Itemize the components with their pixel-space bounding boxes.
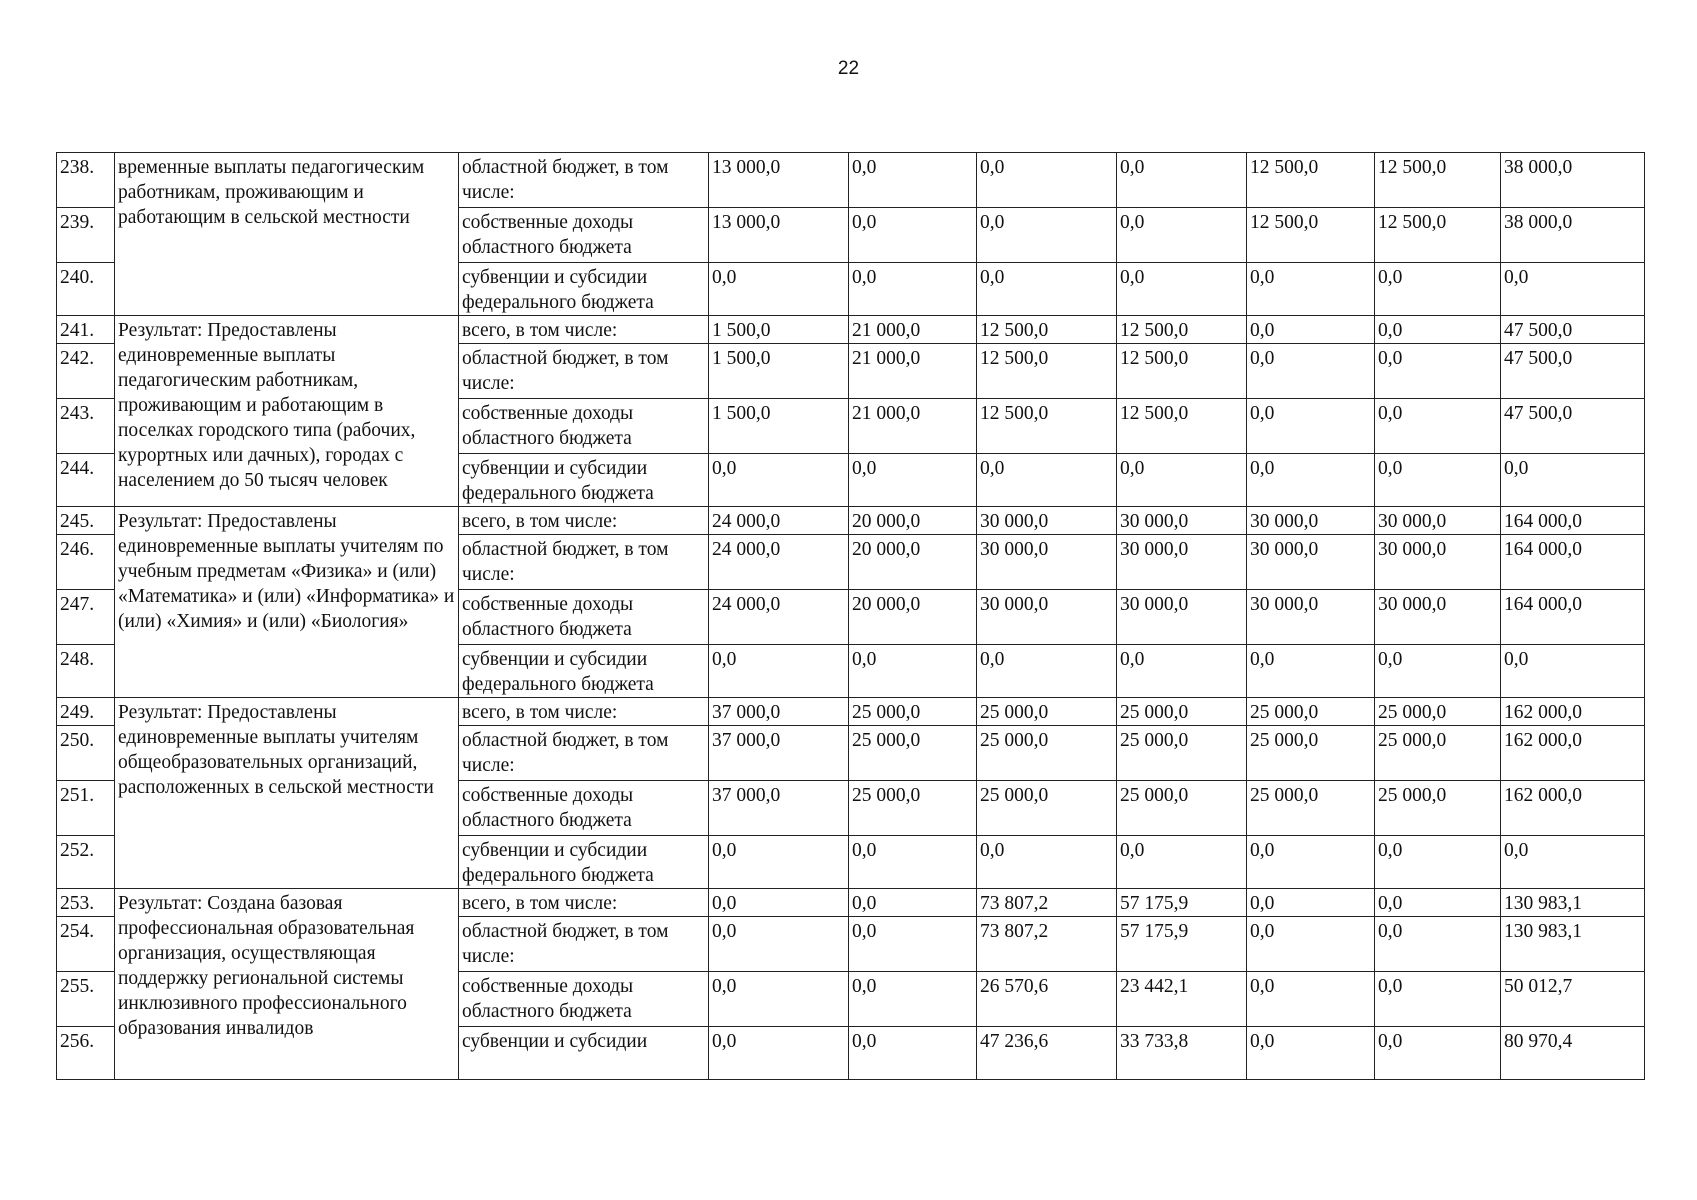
amount-cell: 0,0 — [1501, 263, 1645, 316]
amount-cell: 0,0 — [1247, 889, 1375, 917]
budget-table — [56, 152, 1645, 1080]
row-number: 245. — [57, 507, 115, 535]
amount-cell: 0,0 — [709, 972, 849, 1027]
funding-source: всего, в том числе: — [459, 507, 709, 535]
amount-cell: 12 500,0 — [1375, 208, 1501, 263]
amount-cell: 0,0 — [849, 889, 977, 917]
funding-source: всего, в том числе: — [459, 889, 709, 917]
amount-cell: 24 000,0 — [709, 590, 849, 645]
amount-cell: 1 500,0 — [709, 316, 849, 344]
amount-cell: 50 012,7 — [1501, 972, 1645, 1027]
amount-cell: 0,0 — [849, 917, 977, 972]
amount-cell: 0,0 — [1247, 836, 1375, 889]
amount-cell: 12 500,0 — [1117, 316, 1247, 344]
amount-cell: 47 500,0 — [1501, 316, 1645, 344]
amount-cell: 0,0 — [1247, 917, 1375, 972]
amount-cell: 0,0 — [1375, 454, 1501, 507]
amount-cell: 0,0 — [849, 263, 977, 316]
amount-cell: 0,0 — [1117, 454, 1247, 507]
amount-cell: 47 500,0 — [1501, 399, 1645, 454]
amount-cell: 0,0 — [709, 645, 849, 698]
amount-cell: 0,0 — [1247, 263, 1375, 316]
amount-cell: 13 000,0 — [709, 208, 849, 263]
funding-source: областной бюджет, в том числе: — [459, 726, 709, 781]
amount-cell: 0,0 — [849, 972, 977, 1027]
amount-cell: 0,0 — [849, 208, 977, 263]
funding-source: областной бюджет, в том числе: — [459, 535, 709, 590]
amount-cell: 0,0 — [1247, 399, 1375, 454]
row-number: 254. — [57, 917, 115, 972]
row-number: 250. — [57, 726, 115, 781]
amount-cell: 0,0 — [977, 263, 1117, 316]
amount-cell: 1 500,0 — [709, 399, 849, 454]
row-description: Результат: Создана базовая профессиональная образовательная организация, осуществляющая поддержку региональной системы инклюзивного профессионального образования инвалидов — [115, 889, 459, 1080]
amount-cell: 25 000,0 — [1247, 781, 1375, 836]
amount-cell: 0,0 — [1375, 836, 1501, 889]
amount-cell: 12 500,0 — [977, 316, 1117, 344]
amount-cell: 30 000,0 — [977, 507, 1117, 535]
funding-source: собственные доходы областного бюджета — [459, 972, 709, 1027]
amount-cell: 0,0 — [1117, 153, 1247, 208]
amount-cell: 0,0 — [1375, 1027, 1501, 1080]
amount-cell: 37 000,0 — [709, 781, 849, 836]
amount-cell: 164 000,0 — [1501, 507, 1645, 535]
amount-cell: 0,0 — [977, 645, 1117, 698]
row-number: 255. — [57, 972, 115, 1027]
amount-cell: 38 000,0 — [1501, 153, 1645, 208]
amount-cell: 162 000,0 — [1501, 726, 1645, 781]
amount-cell: 0,0 — [849, 454, 977, 507]
row-number: 239. — [57, 208, 115, 263]
amount-cell: 0,0 — [849, 1027, 977, 1080]
amount-cell: 0,0 — [1501, 836, 1645, 889]
amount-cell: 164 000,0 — [1501, 535, 1645, 590]
amount-cell: 0,0 — [1375, 889, 1501, 917]
amount-cell: 47 236,6 — [977, 1027, 1117, 1080]
amount-cell: 12 500,0 — [1117, 399, 1247, 454]
amount-cell: 0,0 — [709, 917, 849, 972]
amount-cell: 0,0 — [1117, 836, 1247, 889]
amount-cell: 25 000,0 — [1375, 698, 1501, 726]
amount-cell: 20 000,0 — [849, 535, 977, 590]
amount-cell: 21 000,0 — [849, 399, 977, 454]
row-number: 243. — [57, 399, 115, 454]
amount-cell: 0,0 — [849, 153, 977, 208]
amount-cell: 57 175,9 — [1117, 889, 1247, 917]
amount-cell: 12 500,0 — [1375, 153, 1501, 208]
amount-cell: 0,0 — [1375, 399, 1501, 454]
amount-cell: 30 000,0 — [1117, 535, 1247, 590]
amount-cell: 33 733,8 — [1117, 1027, 1247, 1080]
amount-cell: 25 000,0 — [977, 726, 1117, 781]
amount-cell: 0,0 — [709, 1027, 849, 1080]
funding-source: собственные доходы областного бюджета — [459, 590, 709, 645]
amount-cell: 20 000,0 — [849, 507, 977, 535]
table-row — [57, 698, 1645, 726]
amount-cell: 0,0 — [1247, 645, 1375, 698]
funding-source: субвенции и субсидии федерального бюджета — [459, 263, 709, 316]
amount-cell: 0,0 — [1117, 645, 1247, 698]
amount-cell: 30 000,0 — [1375, 590, 1501, 645]
amount-cell: 37 000,0 — [709, 698, 849, 726]
amount-cell: 30 000,0 — [1375, 535, 1501, 590]
funding-source: субвенции и субсидии — [459, 1027, 709, 1080]
amount-cell: 21 000,0 — [849, 344, 977, 399]
amount-cell: 12 500,0 — [977, 344, 1117, 399]
amount-cell: 0,0 — [977, 208, 1117, 263]
amount-cell: 12 500,0 — [1117, 344, 1247, 399]
amount-cell: 0,0 — [1117, 208, 1247, 263]
amount-cell: 30 000,0 — [1247, 507, 1375, 535]
amount-cell: 0,0 — [1247, 316, 1375, 344]
amount-cell: 0,0 — [1247, 1027, 1375, 1080]
funding-source: собственные доходы областного бюджета — [459, 208, 709, 263]
amount-cell: 0,0 — [1501, 645, 1645, 698]
row-description: временные выплаты педагогическим работникам, проживающим и работающим в сельской местности — [115, 153, 459, 316]
row-number: 244. — [57, 454, 115, 507]
amount-cell: 73 807,2 — [977, 889, 1117, 917]
amount-cell: 130 983,1 — [1501, 889, 1645, 917]
amount-cell: 23 442,1 — [1117, 972, 1247, 1027]
amount-cell: 164 000,0 — [1501, 590, 1645, 645]
amount-cell: 25 000,0 — [1247, 698, 1375, 726]
amount-cell: 30 000,0 — [1117, 507, 1247, 535]
funding-source: субвенции и субсидии федерального бюджета — [459, 454, 709, 507]
table-row — [57, 153, 1645, 208]
amount-cell: 0,0 — [709, 836, 849, 889]
amount-cell: 0,0 — [1247, 454, 1375, 507]
amount-cell: 30 000,0 — [1247, 535, 1375, 590]
funding-source: субвенции и субсидии федерального бюджета — [459, 836, 709, 889]
amount-cell: 24 000,0 — [709, 535, 849, 590]
amount-cell: 0,0 — [1247, 344, 1375, 399]
amount-cell: 0,0 — [709, 889, 849, 917]
amount-cell: 0,0 — [1375, 972, 1501, 1027]
amount-cell: 130 983,1 — [1501, 917, 1645, 972]
amount-cell: 24 000,0 — [709, 507, 849, 535]
funding-source: областной бюджет, в том числе: — [459, 344, 709, 399]
amount-cell: 38 000,0 — [1501, 208, 1645, 263]
amount-cell: 30 000,0 — [977, 535, 1117, 590]
amount-cell: 80 970,4 — [1501, 1027, 1645, 1080]
amount-cell: 25 000,0 — [1375, 781, 1501, 836]
amount-cell: 0,0 — [1375, 263, 1501, 316]
amount-cell: 25 000,0 — [1247, 726, 1375, 781]
amount-cell: 25 000,0 — [849, 726, 977, 781]
amount-cell: 0,0 — [977, 454, 1117, 507]
page-number: 22 — [837, 58, 860, 79]
amount-cell: 0,0 — [709, 454, 849, 507]
amount-cell: 30 000,0 — [1247, 590, 1375, 645]
funding-source: собственные доходы областного бюджета — [459, 399, 709, 454]
amount-cell: 1 500,0 — [709, 344, 849, 399]
amount-cell: 25 000,0 — [1117, 698, 1247, 726]
amount-cell: 162 000,0 — [1501, 698, 1645, 726]
amount-cell: 0,0 — [1375, 917, 1501, 972]
table-row — [57, 316, 1645, 344]
amount-cell: 25 000,0 — [849, 698, 977, 726]
amount-cell: 0,0 — [977, 153, 1117, 208]
budget-table-body — [57, 153, 1645, 1080]
funding-source: собственные доходы областного бюджета — [459, 781, 709, 836]
amount-cell: 0,0 — [709, 263, 849, 316]
table-row — [57, 889, 1645, 917]
funding-source: субвенции и субсидии федерального бюджета — [459, 645, 709, 698]
amount-cell: 12 500,0 — [977, 399, 1117, 454]
amount-cell: 25 000,0 — [1117, 726, 1247, 781]
amount-cell: 21 000,0 — [849, 316, 977, 344]
funding-source: областной бюджет, в том числе: — [459, 153, 709, 208]
amount-cell: 57 175,9 — [1117, 917, 1247, 972]
amount-cell: 30 000,0 — [977, 590, 1117, 645]
amount-cell: 0,0 — [1375, 316, 1501, 344]
table-row — [57, 507, 1645, 535]
amount-cell: 30 000,0 — [1117, 590, 1247, 645]
amount-cell: 26 570,6 — [977, 972, 1117, 1027]
row-number: 247. — [57, 590, 115, 645]
row-number: 238. — [57, 153, 115, 208]
amount-cell: 0,0 — [1375, 344, 1501, 399]
amount-cell: 25 000,0 — [977, 698, 1117, 726]
amount-cell: 25 000,0 — [977, 781, 1117, 836]
row-description: Результат: Предоставлены единовременные выплаты педагогическим работникам, проживающим и работающим в поселках городского типа (рабочих, курортных или дачных), городах с населением до 50 тысяч человек — [115, 316, 459, 507]
amount-cell: 30 000,0 — [1375, 507, 1501, 535]
amount-cell: 25 000,0 — [1375, 726, 1501, 781]
amount-cell: 20 000,0 — [849, 590, 977, 645]
amount-cell: 0,0 — [1375, 645, 1501, 698]
row-number: 240. — [57, 263, 115, 316]
amount-cell: 0,0 — [1117, 263, 1247, 316]
row-number: 249. — [57, 698, 115, 726]
row-number: 252. — [57, 836, 115, 889]
row-description: Результат: Предоставлены единовременные выплаты учителям по учебным предметам «Физика» и (или) «Математика» и (или) «Информатика» и (или) «Химия» и (или) «Биология» — [115, 507, 459, 698]
amount-cell: 25 000,0 — [1117, 781, 1247, 836]
amount-cell: 0,0 — [849, 645, 977, 698]
amount-cell: 73 807,2 — [977, 917, 1117, 972]
amount-cell: 0,0 — [977, 836, 1117, 889]
amount-cell: 12 500,0 — [1247, 208, 1375, 263]
row-number: 246. — [57, 535, 115, 590]
row-number: 253. — [57, 889, 115, 917]
amount-cell: 0,0 — [1501, 454, 1645, 507]
amount-cell: 0,0 — [849, 836, 977, 889]
amount-cell: 37 000,0 — [709, 726, 849, 781]
amount-cell: 162 000,0 — [1501, 781, 1645, 836]
amount-cell: 0,0 — [1247, 972, 1375, 1027]
funding-source: всего, в том числе: — [459, 698, 709, 726]
row-number: 242. — [57, 344, 115, 399]
row-number: 241. — [57, 316, 115, 344]
amount-cell: 25 000,0 — [849, 781, 977, 836]
funding-source: областной бюджет, в том числе: — [459, 917, 709, 972]
row-number: 248. — [57, 645, 115, 698]
funding-source: всего, в том числе: — [459, 316, 709, 344]
amount-cell: 12 500,0 — [1247, 153, 1375, 208]
row-number: 251. — [57, 781, 115, 836]
row-description: Результат: Предоставлены единовременные выплаты учителям общеобразовательных организаций, расположенных в сельской местности — [115, 698, 459, 889]
amount-cell: 13 000,0 — [709, 153, 849, 208]
amount-cell: 47 500,0 — [1501, 344, 1645, 399]
row-number: 256. — [57, 1027, 115, 1080]
